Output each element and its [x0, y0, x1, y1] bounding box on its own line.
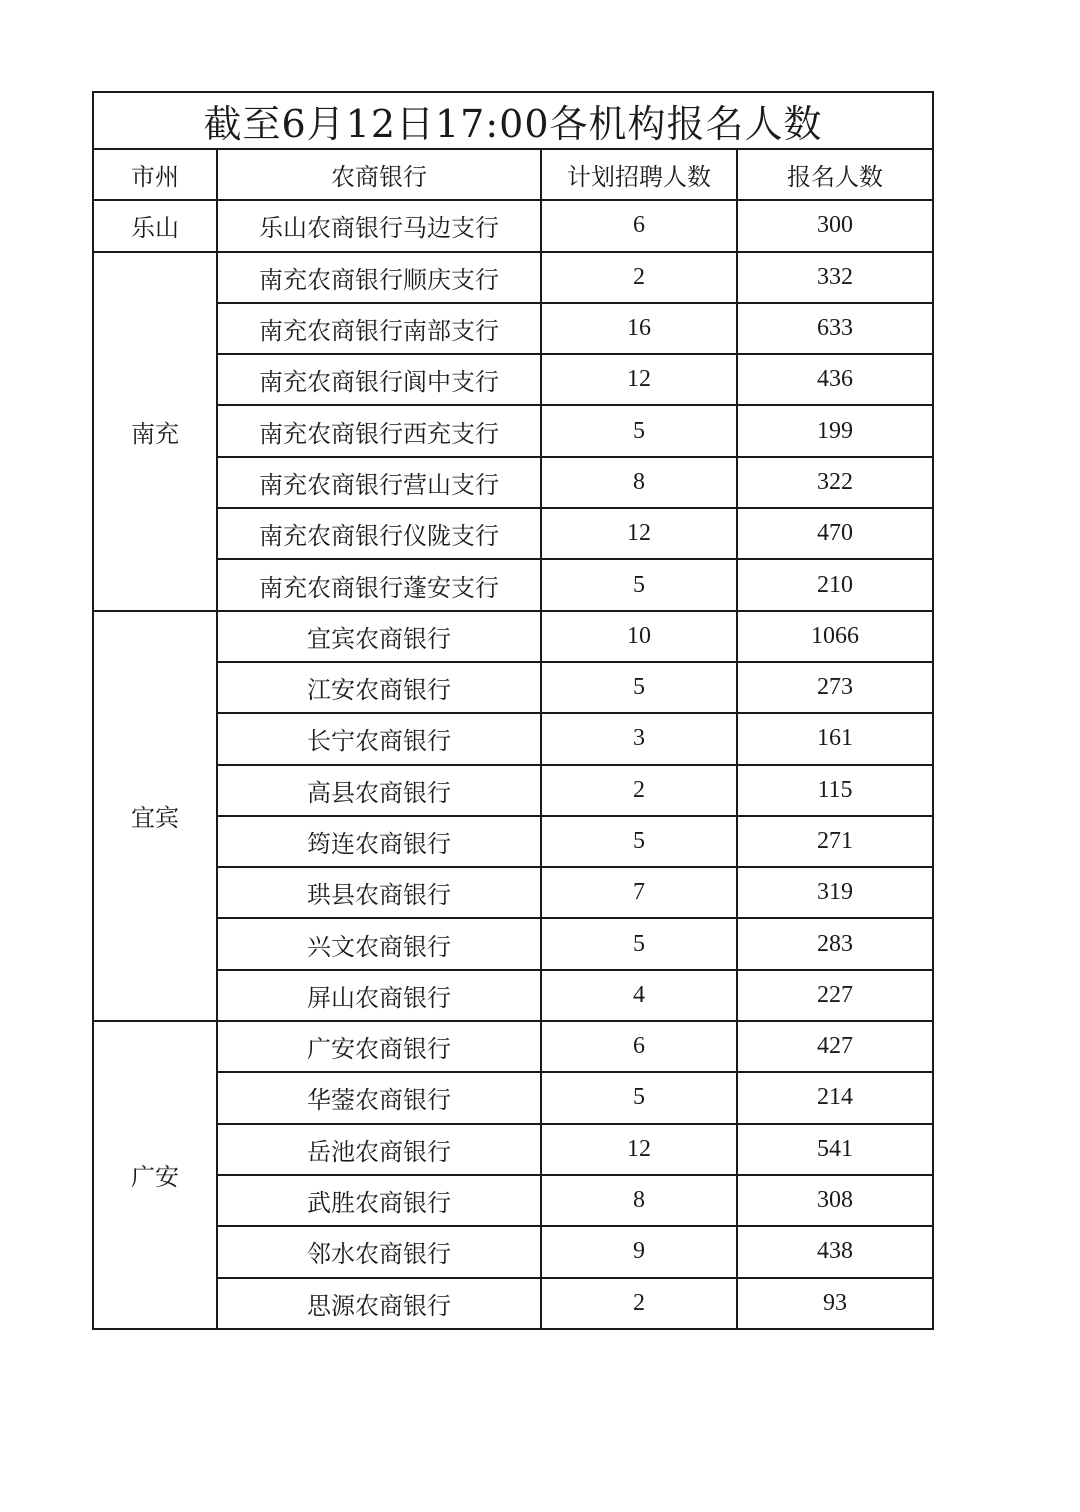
table-row: [93, 662, 933, 713]
plan-cell: 2: [541, 765, 737, 816]
plan-cell: 7: [541, 867, 737, 918]
plan-cell: 6: [541, 200, 737, 251]
bank-cell: 华蓥农商银行: [217, 1072, 541, 1123]
table-row: [93, 611, 933, 662]
plan-cell: 5: [541, 1072, 737, 1123]
applicants-cell: 427: [737, 1021, 933, 1072]
bank-cell: 兴文农商银行: [217, 918, 541, 969]
plan-cell: 9: [541, 1226, 737, 1277]
table-row: [93, 1226, 933, 1277]
city-cell: 广安: [93, 1021, 217, 1329]
plan-cell: 16: [541, 303, 737, 354]
header-row: [93, 149, 933, 200]
bank-cell: 高县农商银行: [217, 765, 541, 816]
bank-cell: 南充农商银行顺庆支行: [217, 252, 541, 303]
bank-cell: 南充农商银行南部支行: [217, 303, 541, 354]
bank-cell: 武胜农商银行: [217, 1175, 541, 1226]
bank-cell: 屏山农商银行: [217, 970, 541, 1021]
applicants-cell: 436: [737, 354, 933, 405]
plan-cell: 10: [541, 611, 737, 662]
plan-cell: 5: [541, 918, 737, 969]
table-body: [93, 92, 933, 1329]
header-bank: 农商银行: [217, 149, 541, 200]
plan-cell: 12: [541, 508, 737, 559]
plan-cell: 2: [541, 252, 737, 303]
table-row: [93, 867, 933, 918]
table-row: [93, 457, 933, 508]
table-row: [93, 405, 933, 456]
bank-cell: 邻水农商银行: [217, 1226, 541, 1277]
bank-cell: 南充农商银行阆中支行: [217, 354, 541, 405]
applicants-cell: 322: [737, 457, 933, 508]
registration-table: [92, 91, 934, 1330]
bank-cell: 岳池农商银行: [217, 1124, 541, 1175]
plan-cell: 5: [541, 662, 737, 713]
table-row: [93, 508, 933, 559]
applicants-cell: 93: [737, 1278, 933, 1329]
applicants-cell: 470: [737, 508, 933, 559]
applicants-cell: 161: [737, 713, 933, 764]
table-row: [93, 970, 933, 1021]
applicants-cell: 541: [737, 1124, 933, 1175]
plan-cell: 5: [541, 816, 737, 867]
table-row: [93, 559, 933, 610]
bank-cell: 南充农商银行蓬安支行: [217, 559, 541, 610]
plan-cell: 2: [541, 1278, 737, 1329]
bank-cell: 江安农商银行: [217, 662, 541, 713]
applicants-cell: 1066: [737, 611, 933, 662]
table-row: [93, 354, 933, 405]
applicants-cell: 273: [737, 662, 933, 713]
table-row: [93, 816, 933, 867]
bank-cell: 宜宾农商银行: [217, 611, 541, 662]
plan-cell: 3: [541, 713, 737, 764]
table-row: [93, 303, 933, 354]
bank-cell: 南充农商银行仪陇支行: [217, 508, 541, 559]
table-title: 截至6月12日17:00各机构报名人数: [93, 92, 933, 149]
city-cell: 宜宾: [93, 611, 217, 1021]
bank-cell: 珙县农商银行: [217, 867, 541, 918]
table-row: [93, 1175, 933, 1226]
plan-cell: 5: [541, 405, 737, 456]
table-row: [93, 1124, 933, 1175]
bank-cell: 南充农商银行西充支行: [217, 405, 541, 456]
table-row: [93, 1072, 933, 1123]
applicants-cell: 283: [737, 918, 933, 969]
applicants-cell: 214: [737, 1072, 933, 1123]
bank-cell: 南充农商银行营山支行: [217, 457, 541, 508]
applicants-cell: 319: [737, 867, 933, 918]
bank-cell: 思源农商银行: [217, 1278, 541, 1329]
applicants-cell: 210: [737, 559, 933, 610]
applicants-cell: 199: [737, 405, 933, 456]
bank-cell: 筠连农商银行: [217, 816, 541, 867]
header-plan: 计划招聘人数: [541, 149, 737, 200]
bank-cell: 广安农商银行: [217, 1021, 541, 1072]
header-city: 市州: [93, 149, 217, 200]
plan-cell: 5: [541, 559, 737, 610]
table-row: [93, 713, 933, 764]
city-cell: 乐山: [93, 200, 217, 251]
table-row: [93, 200, 933, 251]
table-row: [93, 918, 933, 969]
plan-cell: 4: [541, 970, 737, 1021]
city-cell: 南充: [93, 252, 217, 611]
applicants-cell: 308: [737, 1175, 933, 1226]
applicants-cell: 271: [737, 816, 933, 867]
applicants-cell: 332: [737, 252, 933, 303]
plan-cell: 6: [541, 1021, 737, 1072]
table-row: [93, 765, 933, 816]
plan-cell: 8: [541, 457, 737, 508]
header-applicants: 报名人数: [737, 149, 933, 200]
plan-cell: 12: [541, 354, 737, 405]
table-row: [93, 1278, 933, 1329]
title-row: [93, 92, 933, 149]
applicants-cell: 633: [737, 303, 933, 354]
table-row: [93, 252, 933, 303]
applicants-cell: 227: [737, 970, 933, 1021]
applicants-cell: 300: [737, 200, 933, 251]
applicants-cell: 438: [737, 1226, 933, 1277]
bank-cell: 长宁农商银行: [217, 713, 541, 764]
plan-cell: 8: [541, 1175, 737, 1226]
table-row: [93, 1021, 933, 1072]
bank-cell: 乐山农商银行马边支行: [217, 200, 541, 251]
plan-cell: 12: [541, 1124, 737, 1175]
applicants-cell: 115: [737, 765, 933, 816]
